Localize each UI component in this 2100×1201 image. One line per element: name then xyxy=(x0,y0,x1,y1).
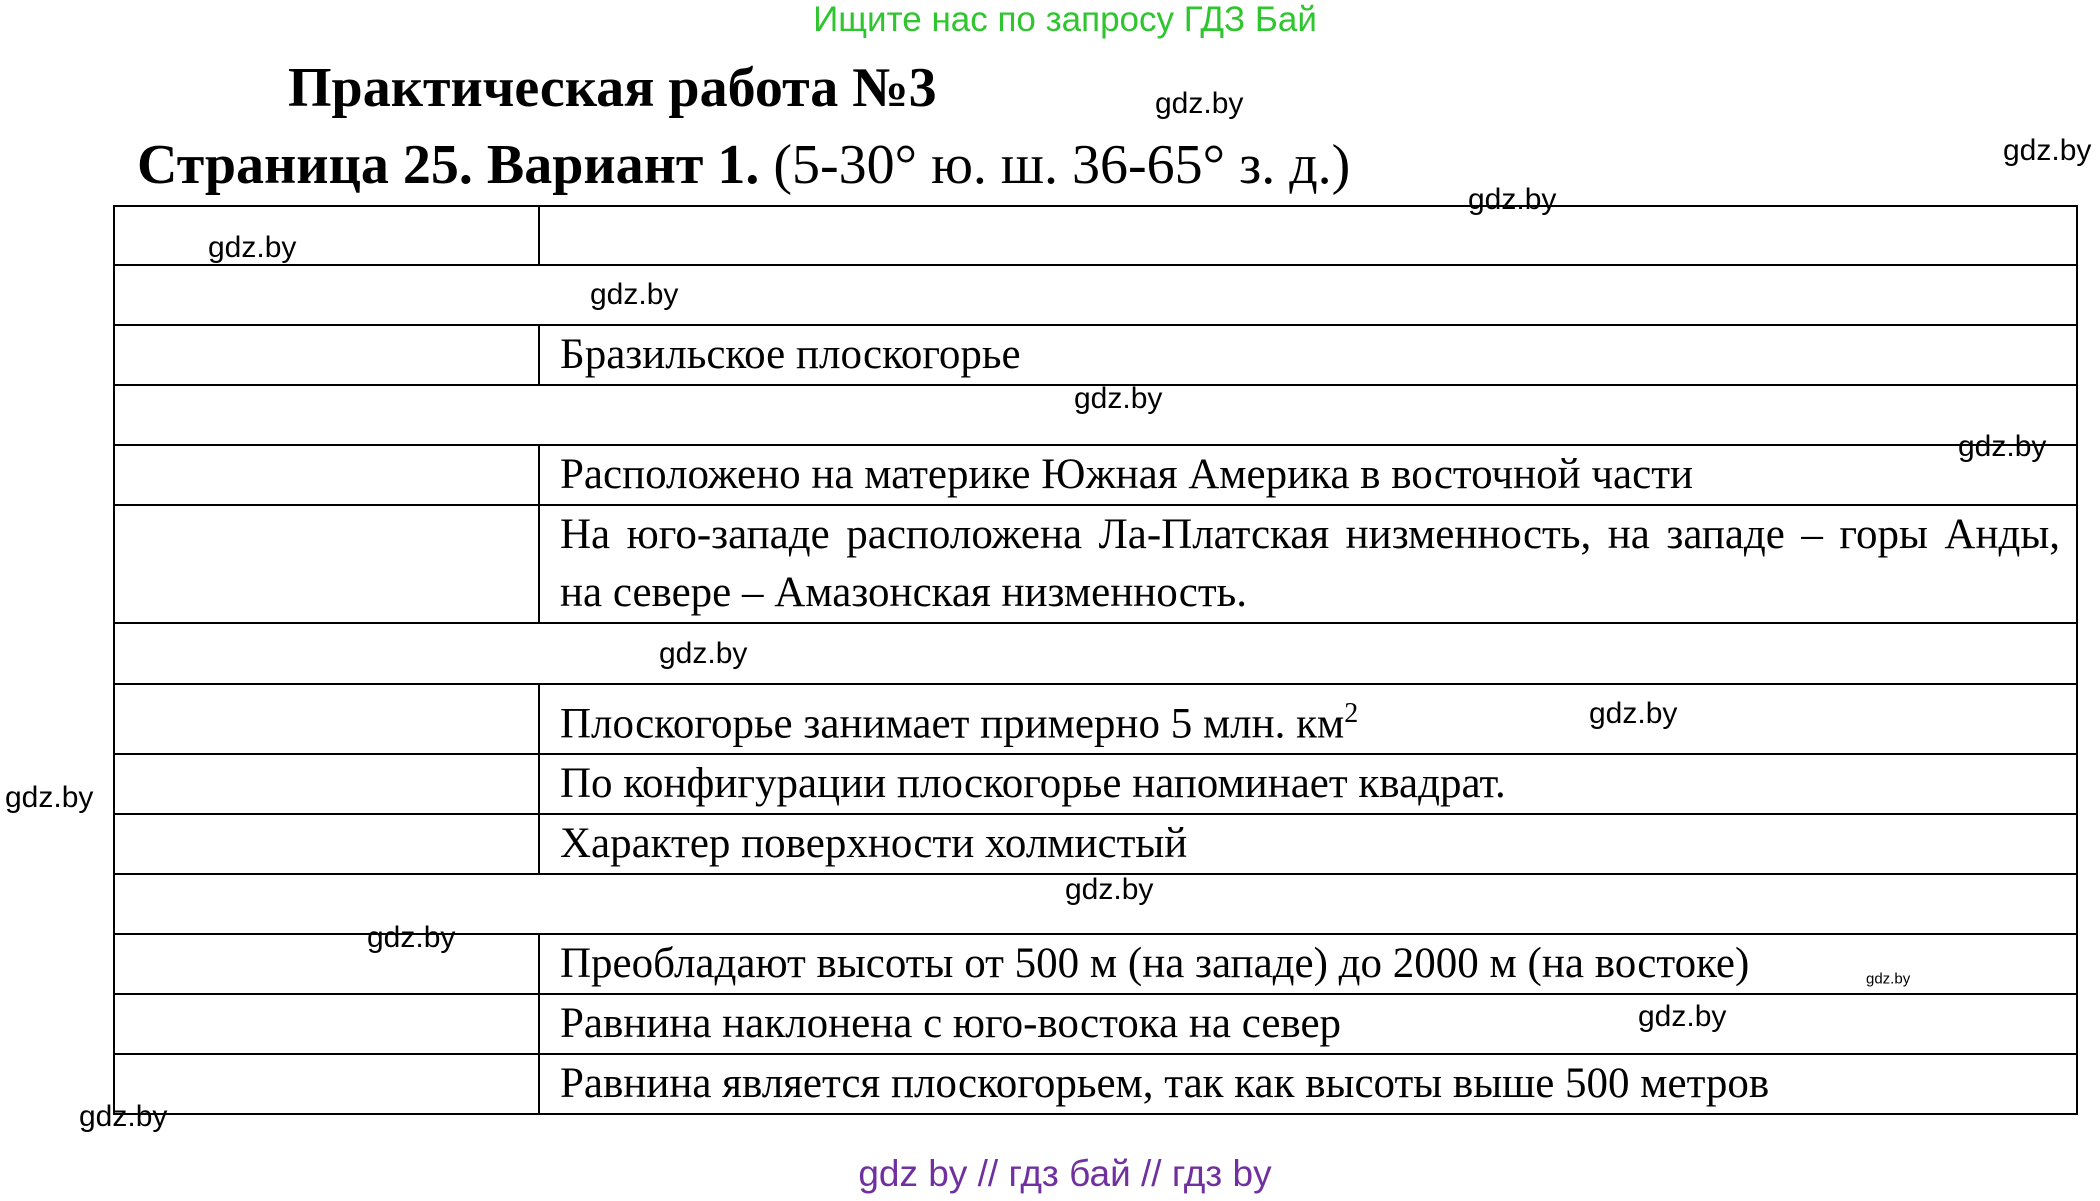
table-cell-label xyxy=(114,934,539,994)
answer-text: Расположено на материке Южная Америка в восточной части xyxy=(560,451,1694,498)
promo-banner[interactable]: Ищите нас по запросу ГДЗ Бай xyxy=(813,0,1317,39)
watermark: gdz.by xyxy=(79,1100,168,1133)
table-row xyxy=(114,325,2077,385)
watermark: gdz.by xyxy=(590,278,679,311)
watermark: gdz.by xyxy=(1589,697,1678,730)
watermark: gdz.by xyxy=(1074,382,1163,415)
table-row xyxy=(114,994,2077,1054)
table-cell-answer xyxy=(539,505,2077,623)
table-cell-answer xyxy=(539,1054,2077,1114)
table-row xyxy=(114,505,2077,623)
table-cell-label xyxy=(114,754,539,814)
answer-text: По конфигурации плоскогорье напоминает квадрат. xyxy=(560,760,1506,808)
answer-text: Бразильское плоскогорье xyxy=(560,331,1021,378)
footer-links[interactable]: gdz by // гдз бай // гдз by xyxy=(858,1153,1272,1194)
table-cell-answer xyxy=(539,994,2077,1054)
watermark: gdz.by xyxy=(659,637,748,670)
table-cell-label xyxy=(114,814,539,874)
table-cell-label xyxy=(114,994,539,1054)
watermark: gdz.by xyxy=(5,781,94,814)
table-cell-answer xyxy=(539,325,2077,385)
table-cell-answer xyxy=(539,684,2077,754)
table-cell-label xyxy=(114,1054,539,1114)
table-row xyxy=(114,754,2077,814)
table-cell-empty xyxy=(114,265,2077,325)
answer-text: Характер поверхности холмистый xyxy=(560,820,1188,868)
table-cell-label xyxy=(114,505,539,623)
page-title: Практическая работа №3 xyxy=(288,57,937,119)
table-cell-answer xyxy=(539,814,2077,874)
watermark: gdz.by xyxy=(1065,873,1154,906)
table-cell-answer xyxy=(539,445,2077,505)
watermark: gdz.by xyxy=(208,231,297,264)
table-cell-label xyxy=(114,445,539,505)
watermark: gdz.by xyxy=(2003,134,2092,167)
table-cell-answer xyxy=(539,934,2077,994)
table-row xyxy=(114,265,2077,325)
table-row xyxy=(114,445,2077,505)
answer-table xyxy=(113,205,2078,1115)
table-row xyxy=(114,623,2077,684)
table-row xyxy=(114,206,2077,265)
answer-text: Равнина наклонена с юго-востока на север xyxy=(560,1000,1342,1048)
table-cell-answer xyxy=(539,206,2077,265)
watermark: gdz.by xyxy=(1866,970,1911,988)
table-cell-label xyxy=(114,206,539,265)
table-cell-empty xyxy=(114,623,2077,684)
table-row xyxy=(114,814,2077,874)
answer-text: Преобладают высоты от 500 м (на западе) до 2000 м (на востоке) xyxy=(560,940,1750,988)
superscript: 2 xyxy=(1344,698,1359,729)
watermark: gdz.by xyxy=(1468,183,1557,216)
table-cell-answer xyxy=(539,754,2077,814)
answer-text: Равнина является плоскогорьем, так как высоты выше 500 метров xyxy=(560,1060,1770,1108)
table-cell-label xyxy=(114,325,539,385)
watermark: gdz.by xyxy=(367,921,456,954)
answer-text: На юго-западе расположена Ла-Платская низменность, на западе – горы Анды, на севере – Амазонская низменность. xyxy=(560,511,2060,616)
page-subtitle xyxy=(137,133,1350,197)
table-cell-label xyxy=(114,684,539,754)
subtitle-coords: (5-30° ю. ш. 36-65° з. д.) xyxy=(759,134,1351,196)
subtitle-bold: Страница 25. Вариант 1. xyxy=(137,134,760,196)
table-row xyxy=(114,684,2077,754)
watermark: gdz.by xyxy=(1638,1000,1727,1033)
answer-text: Плоскогорье занимает примерно 5 млн. км xyxy=(560,700,1345,748)
watermark: gdz.by xyxy=(1155,87,1244,120)
table-row xyxy=(114,1054,2077,1114)
watermark: gdz.by xyxy=(1958,430,2047,463)
